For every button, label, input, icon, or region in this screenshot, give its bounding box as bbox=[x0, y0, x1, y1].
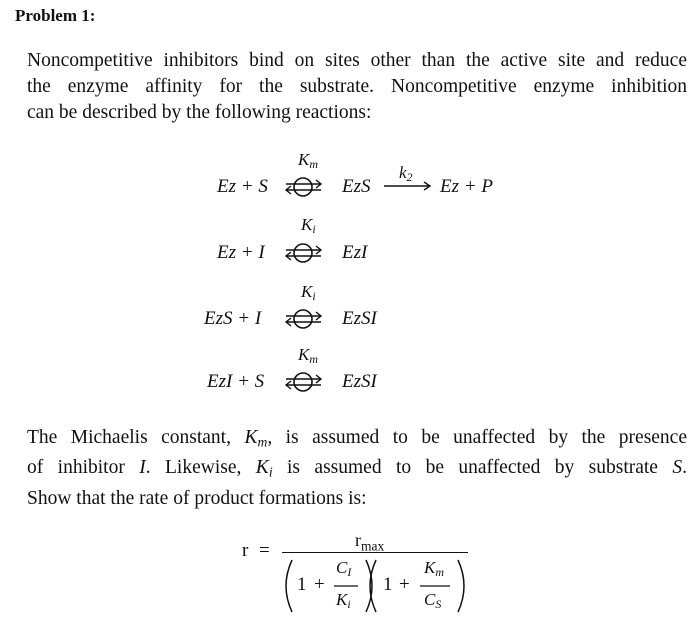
equilibrium-arrow-icon bbox=[283, 240, 325, 266]
formula-plus: + bbox=[314, 574, 325, 595]
problem-title: Problem 1: bbox=[15, 6, 96, 25]
reaction-2-constant: $K_i$ bbox=[301, 215, 316, 236]
formula-equals: = bbox=[259, 540, 270, 561]
intro-paragraph bbox=[27, 48, 687, 126]
reaction-4-product: EzSI bbox=[342, 371, 377, 392]
reaction-4-constant: $K_m$ bbox=[298, 345, 318, 366]
formula-one: 1 bbox=[383, 574, 393, 595]
intro-line: the enzyme affinity for the substrate. Noncompetitive enzyme inhibition bbox=[27, 76, 687, 97]
reaction-1-constant: $K_m$ bbox=[298, 150, 318, 171]
statement-paragraph bbox=[27, 425, 687, 512]
equilibrium-arrow-icon bbox=[283, 306, 325, 332]
fraction-bar bbox=[282, 552, 468, 553]
reaction-4-lhs: EzI + S bbox=[207, 371, 265, 392]
reaction-1-lhs: Ez + S bbox=[217, 176, 268, 197]
intro-line: can be described by the following reactions: bbox=[27, 102, 372, 123]
reaction-3-constant: $K_i$ bbox=[301, 282, 316, 303]
reaction-1-final: Ez + P bbox=[440, 176, 493, 197]
equilibrium-arrow-icon bbox=[283, 369, 325, 395]
formula-ci: $C_I$ bbox=[336, 558, 352, 579]
reaction-2-product: EzI bbox=[342, 242, 368, 263]
statement-line-1: The Michaelis constant, $K_m$, is assumed to be unaffected by the presence bbox=[27, 427, 687, 450]
reaction-2-lhs: Ez + I bbox=[217, 242, 265, 263]
formula-one: 1 bbox=[297, 574, 307, 595]
reaction-1-rate-constant: $k_2$ bbox=[399, 163, 413, 184]
formula-km: $K_m$ bbox=[424, 558, 444, 579]
right-arrow-icon bbox=[382, 180, 434, 192]
intro-line: Noncompetitive inhibitors bind on sites other than the active site and reduce bbox=[27, 50, 687, 71]
formula-ki: $K_i$ bbox=[336, 590, 351, 611]
reaction-1-product: EzS bbox=[342, 176, 371, 197]
statement-line-2: of inhibitor I. Likewise, $K_i$ is assumed to be unaffected by substrate S. bbox=[27, 457, 687, 480]
statement-line-3: Show that the rate of product formations is: bbox=[27, 487, 367, 509]
reaction-3-product: EzSI bbox=[342, 308, 377, 329]
equilibrium-arrow-icon bbox=[283, 174, 325, 200]
reaction-3-lhs: EzS + I bbox=[204, 308, 262, 329]
formula-cs: $C_S$ bbox=[424, 590, 442, 611]
formula-lhs: r bbox=[242, 540, 249, 561]
formula-plus: + bbox=[399, 574, 410, 595]
formula-numerator: $r_{max}$ bbox=[355, 530, 385, 554]
